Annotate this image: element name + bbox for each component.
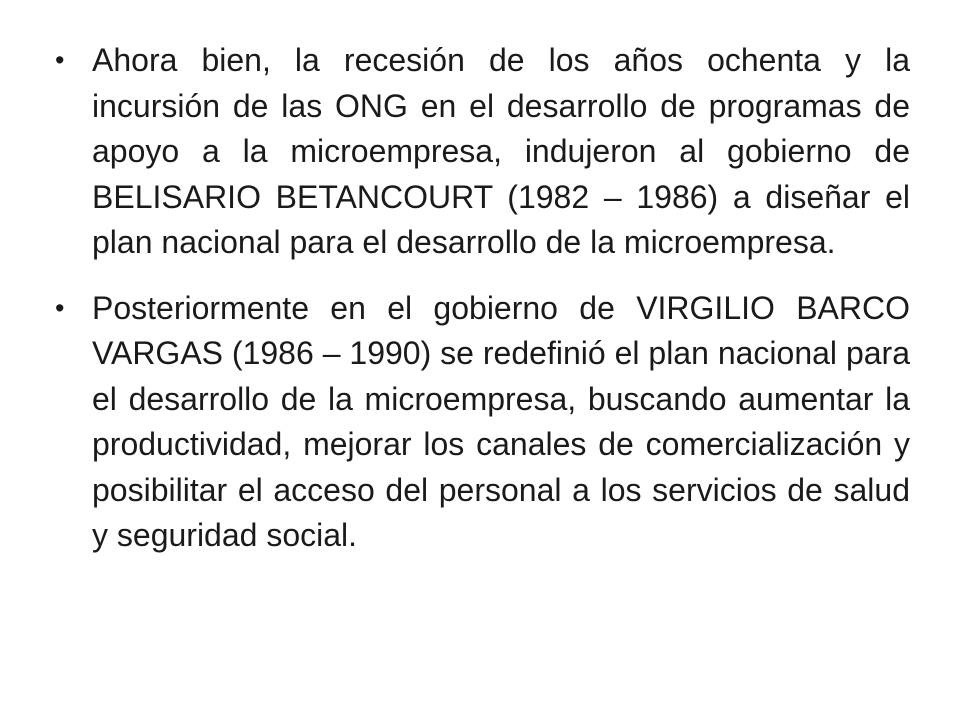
bullet-item (55, 286, 910, 559)
bullet-text: Posteriormente en el gobierno de VIRGILIO BARCO VARGAS (1986 – 1990) se redefinió el plan nacional para el desarrollo de la microempresa, buscando aumentar la productividad, mejorar los canales de comercialización y posibilitar el acceso del personal a los servicios de salud y seguridad social. (92, 289, 910, 553)
bullet-item (55, 38, 910, 266)
bullet-icon: • (55, 45, 65, 75)
slide-content (55, 38, 910, 579)
bullet-text: Ahora bien, la recesión de los años ochenta y la incursión de las ONG en el desarrollo de programas de apoyo a la microempresa, indujeron al gobierno de BELISARIO BETANCOURT (1982 – 1986) a diseñar el plan nacional para el desarrollo de la microempresa. (92, 42, 910, 260)
bullet-icon: • (55, 292, 65, 323)
